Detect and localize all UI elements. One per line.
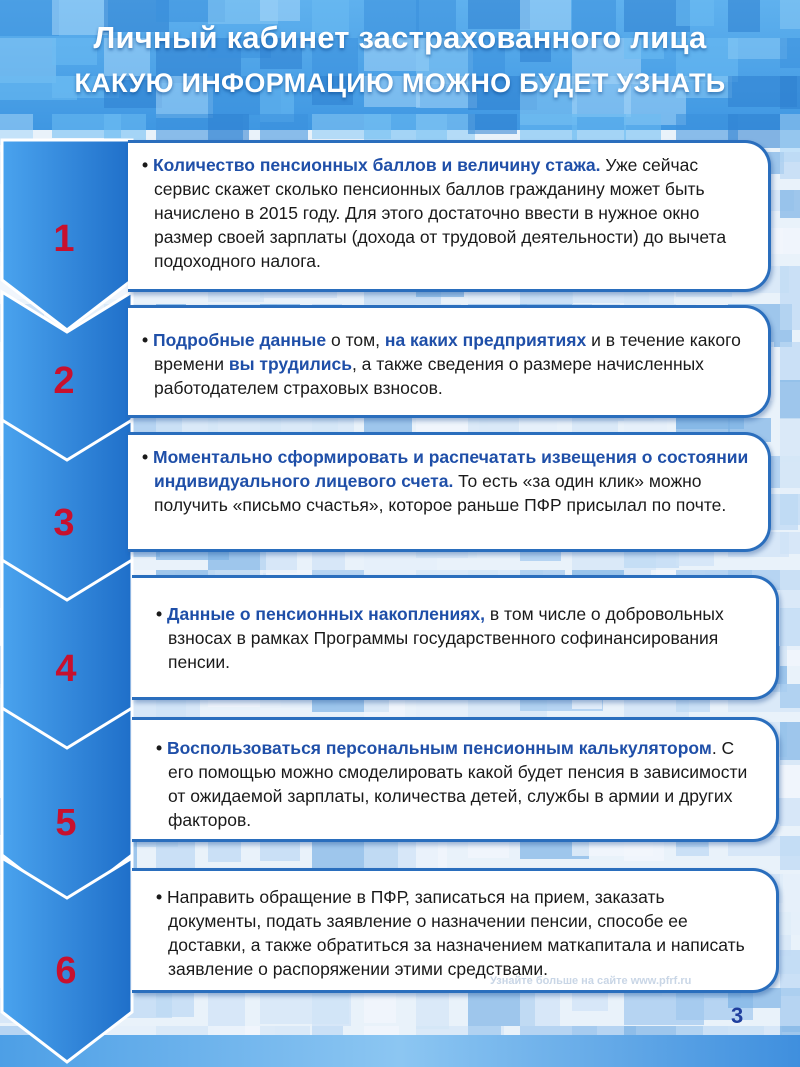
step-text-2	[142, 328, 754, 400]
body-text: . С его помощью можно смоделировать какой будет пенсия в зависимости от ожидаемой зарплаты, количества детей, службы в армии и других факторов.	[168, 738, 748, 830]
step-number-3: 3	[53, 502, 75, 544]
bullet-icon: •	[156, 738, 167, 758]
bullet-icon: •	[142, 155, 153, 175]
body-text: То есть «за один клик» можно получить «письмо счастья», которое раньше ПФР присылал по почте.	[154, 471, 727, 515]
step-text-3	[142, 445, 754, 517]
body-text: о том,	[326, 330, 385, 350]
page-title: Личный кабинет застрахованного лица	[93, 20, 707, 55]
highlight-text: Количество пенсионных баллов и величину стажа.	[153, 155, 601, 175]
highlight-text: Подробные данные	[153, 330, 327, 350]
step-card-3	[128, 432, 771, 552]
step-number-5: 5	[55, 802, 77, 844]
body-text: , а также сведения о размере начисленных работодателем страховых взносов.	[154, 354, 704, 398]
step-number-4: 4	[55, 648, 77, 690]
highlight-text: вы трудились	[228, 354, 352, 374]
step-number-1: 1	[53, 218, 75, 260]
highlight-text: Воспользоваться персональным пенсионным калькулятором	[167, 738, 712, 758]
body-text: Направить обращение в ПФР, записаться на прием, заказать документы, подать заявление о назначении пенсии, способе ее доставки, а также обратиться за назначением маткапитала и написать заявление о распоряжении этими средствами.	[167, 887, 745, 979]
highlight-text: Моментально сформировать и распечатать извещения о состоянии индивидуального лицевого счета.	[153, 447, 749, 491]
bullet-icon: •	[142, 330, 153, 350]
step-card-2	[128, 305, 771, 418]
step-text-1	[142, 153, 754, 273]
highlight-text: на каких предприятиях	[384, 330, 587, 350]
bullet-icon: •	[156, 887, 167, 907]
website-watermark: Узнайте больше на сайте www.pfrf.ru	[490, 975, 692, 987]
step-number-6: 6	[55, 950, 77, 992]
step-card-5	[132, 717, 779, 842]
bullet-icon: •	[142, 447, 153, 467]
highlight-text: Данные о пенсионных накоплениях,	[167, 604, 486, 624]
step-number-2: 2	[53, 360, 75, 402]
page-subtitle: КАКУЮ ИНФОРМАЦИЮ МОЖНО БУДЕТ УЗНАТЬ	[74, 68, 726, 98]
body-text: Уже сейчас сервис скажет сколько пенсионных баллов гражданину может быть начислено в 2015 году. Для этого достаточно ввести в нужное окно размер своей зарплаты (дохода от трудовой деятельности) до вычета подоходного налога.	[154, 155, 727, 271]
body-text: и в течение какого времени	[154, 330, 741, 374]
step-text-6	[156, 885, 762, 981]
bullet-icon: •	[156, 604, 167, 624]
step-card-1	[128, 140, 771, 292]
step-text-4	[156, 602, 762, 674]
step-card-4	[132, 575, 779, 700]
step-text-5	[156, 736, 762, 832]
page-header	[0, 0, 800, 130]
page-number: 3	[731, 1003, 744, 1028]
body-text: в том числе о добровольных взносах в рамках Программы государственного софинансирования пенсии.	[168, 604, 724, 672]
